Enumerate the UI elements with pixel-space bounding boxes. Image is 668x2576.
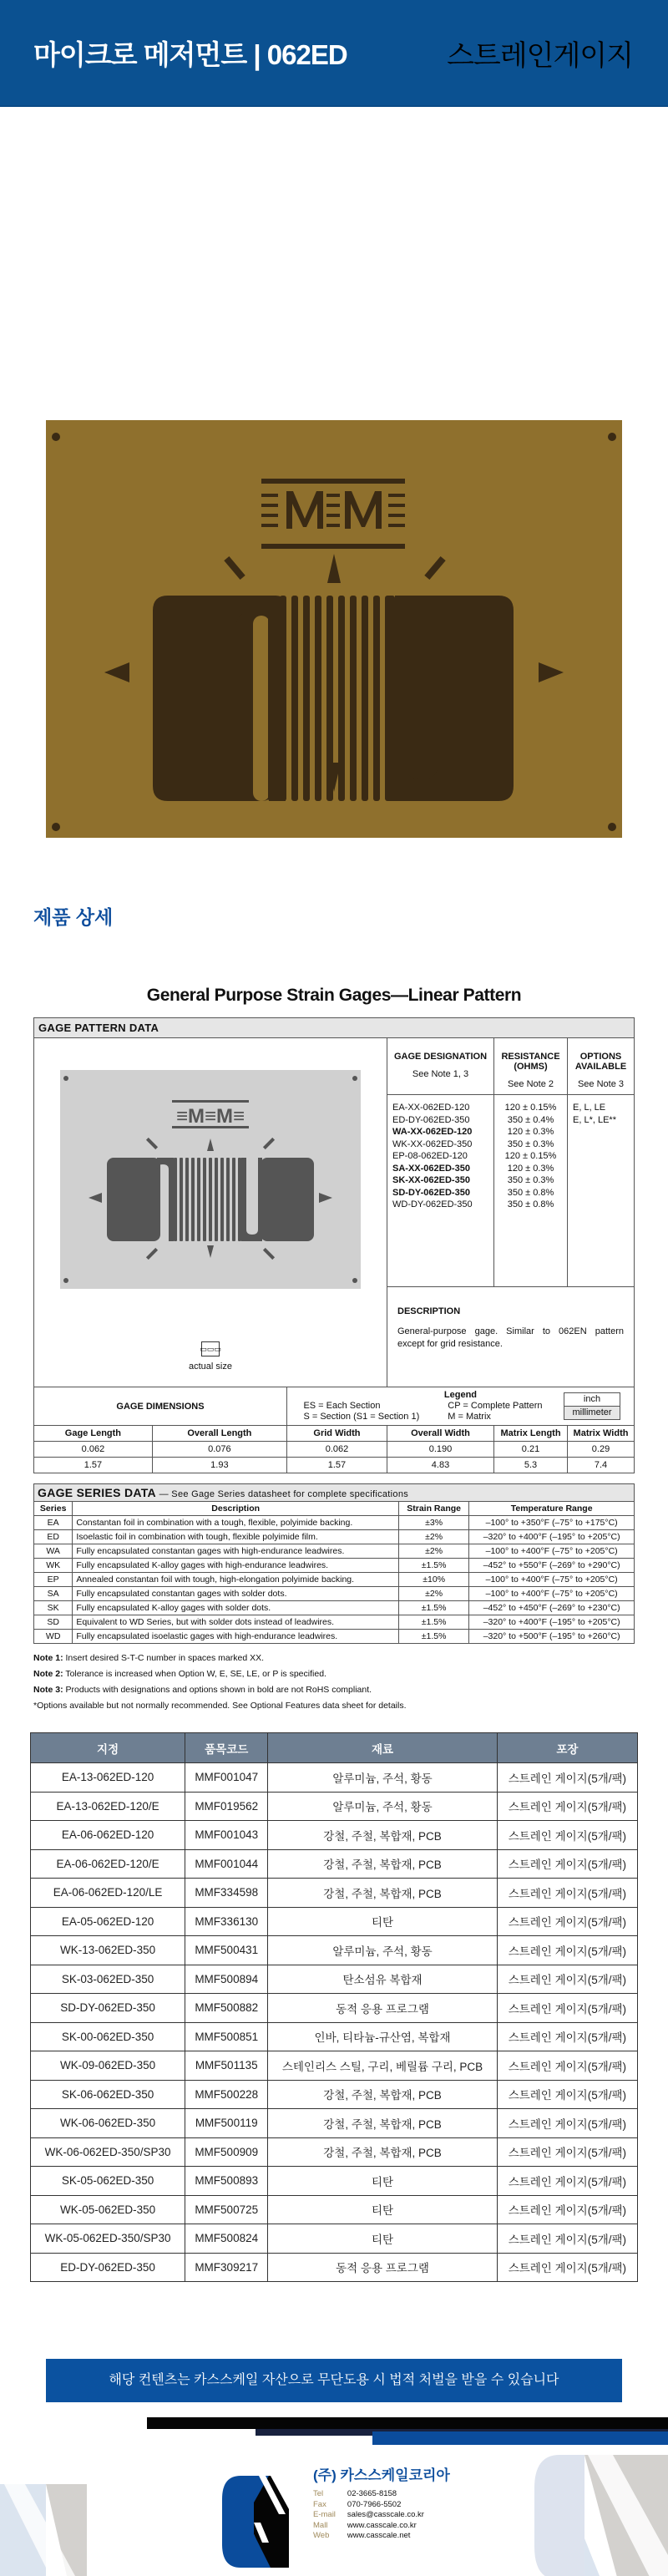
table-row xyxy=(31,1792,638,1821)
gage-options-list xyxy=(568,1095,635,1287)
product-cell: 스트레인 게이지(5개/팩) xyxy=(497,2253,637,2282)
series-cell: ±1.5% xyxy=(398,1601,468,1615)
product-cell: 강철, 주철, 복합재, PCB xyxy=(268,1879,497,1908)
series-cell: ±2% xyxy=(398,1544,468,1559)
series-cell: ED xyxy=(34,1530,73,1544)
contact-value: 02-3665-8158 xyxy=(347,2489,397,2498)
contact-row xyxy=(313,2531,436,2542)
footer-bar xyxy=(372,2431,668,2445)
table-row xyxy=(31,1936,638,1965)
product-header: 포장 xyxy=(497,1733,637,1763)
series-cell: –100° to +350°F (–75° to +175°C) xyxy=(469,1516,635,1530)
product-cell: 티탄 xyxy=(268,1907,497,1936)
contact-label: Mall xyxy=(313,2520,328,2530)
product-cell: MMF500909 xyxy=(185,2137,268,2167)
series-header: Description xyxy=(73,1502,399,1516)
product-cell: 동적 응용 프로그램 xyxy=(268,1994,497,2023)
series-cell: EA xyxy=(34,1516,73,1530)
product-cell: MMF500119 xyxy=(185,2109,268,2138)
product-cell: SD-DY-062ED-350 xyxy=(31,1994,185,2023)
gage-designation: WD-DY-062ED-350 xyxy=(392,1199,473,1209)
dimension-inch-value: 0.062 xyxy=(286,1442,387,1458)
series-cell: ±10% xyxy=(398,1573,468,1587)
series-cell: Fully encapsulated K-alloy gages with solder dots. xyxy=(73,1601,399,1615)
section-title: 제품 상세 xyxy=(33,906,114,928)
series-cell: WK xyxy=(34,1559,73,1573)
footer-bar xyxy=(147,2417,668,2429)
series-cell: ±1.5% xyxy=(398,1615,468,1630)
dimension-mm-value: 1.57 xyxy=(286,1458,387,1473)
page-header xyxy=(0,0,668,107)
unit-inch: inch xyxy=(583,1394,601,1404)
product-cell: MMF500228 xyxy=(185,2080,268,2109)
series-row xyxy=(34,1573,635,1587)
product-cell: 스트레인 게이지(5개/팩) xyxy=(497,1792,637,1821)
product-cell: 티탄 xyxy=(268,2224,497,2254)
series-cell: Isoelastic foil in combination with tough, flexible polyimide film. xyxy=(73,1530,399,1544)
product-cell: 스트레인 게이지(5개/팩) xyxy=(497,1936,637,1965)
series-cell: Annealed constantan foil with tough, high-elongation polyimide backing. xyxy=(73,1573,399,1587)
product-cell: MMF336130 xyxy=(185,1907,268,1936)
page-title: 마이크로 메저먼트 | 062ED xyxy=(33,38,347,70)
product-header: 지정 xyxy=(31,1733,185,1763)
product-cell: MMF500894 xyxy=(185,1965,268,1994)
table-row xyxy=(31,2224,638,2254)
product-cell: 스트레인 게이지(5개/팩) xyxy=(497,1907,637,1936)
note: Note 1: Insert desired S-T-C number in spaces marked XX. xyxy=(33,1653,265,1663)
dimension-header: Grid Width xyxy=(286,1426,387,1442)
product-header-row xyxy=(31,1733,638,1763)
product-header: 재료 xyxy=(268,1733,497,1763)
legend: Legend ES = Each Section S = Section (S1 = Section 1) CP = Complete Pattern M = Matrix inch millimeter xyxy=(286,1387,634,1426)
product-cell: 스트레인 게이지(5개/팩) xyxy=(497,2195,637,2224)
gage-designation: SD-DY-062ED-350 xyxy=(392,1187,470,1198)
series-cell: –452° to +550°F (–269° to +290°C) xyxy=(469,1559,635,1573)
series-cell: SD xyxy=(34,1615,73,1630)
table-row xyxy=(31,2253,638,2282)
notes xyxy=(33,1651,635,1714)
dimensions-mm-row xyxy=(34,1458,635,1473)
unit-toggle xyxy=(564,1392,620,1420)
series-header: Series xyxy=(34,1502,73,1516)
gage-designation: SA-XX-062ED-350 xyxy=(392,1163,470,1174)
gage-resistance: 120 ± 0.15% xyxy=(504,1103,557,1113)
series-row xyxy=(34,1530,635,1544)
product-cell: 스트레인 게이지(5개/팩) xyxy=(497,2137,637,2167)
series-cell: Fully encapsulated constantan gages with high-endurance leadwires. xyxy=(73,1544,399,1559)
dimension-inch-value: 0.076 xyxy=(152,1442,286,1458)
series-row xyxy=(34,1601,635,1615)
note: *Options available but not normally recommended. See Optional Features data sheet for details. xyxy=(33,1701,407,1711)
contact-row xyxy=(313,2500,436,2511)
gage-options: E, L, LE xyxy=(573,1103,606,1113)
series-cell: –320° to +400°F (–195° to +205°C) xyxy=(469,1530,635,1544)
product-cell: MMF001044 xyxy=(185,1849,268,1879)
series-row xyxy=(34,1544,635,1559)
dimension-header: Matrix Width xyxy=(568,1426,635,1442)
gage-resistance: 350 ± 0.8% xyxy=(507,1187,554,1198)
gage-resistance: 120 ± 0.15% xyxy=(504,1151,557,1161)
table-row xyxy=(31,2167,638,2196)
product-cell: MMF500824 xyxy=(185,2224,268,2254)
series-cell: ±1.5% xyxy=(398,1559,468,1573)
gage-resistance: 350 ± 0.3% xyxy=(507,1175,554,1185)
series-header-row xyxy=(34,1502,635,1516)
note: Note 2: Tolerance is increased when Option W, E, SE, LE, or P is specified. xyxy=(33,1669,326,1679)
product-cell: MMF309217 xyxy=(185,2253,268,2282)
series-cell: SK xyxy=(34,1601,73,1615)
product-cell: SK-03-062ED-350 xyxy=(31,1965,185,1994)
product-cell: 티탄 xyxy=(268,2195,497,2224)
contact-value: www.casscale.co.kr xyxy=(347,2520,417,2530)
product-cell: MMF001047 xyxy=(185,1763,268,1793)
contact-label: Web xyxy=(313,2531,330,2540)
series-row xyxy=(34,1559,635,1573)
product-cell: MMF500431 xyxy=(185,1936,268,1965)
product-cell: 스트레인 게이지(5개/팩) xyxy=(497,2051,637,2081)
product-cell: 강철, 주철, 복합재, PCB xyxy=(268,1821,497,1850)
table-row xyxy=(31,2137,638,2167)
resistance-header: RESISTANCE (OHMS) See Note 2 xyxy=(494,1038,568,1095)
dimension-inch-value: 0.062 xyxy=(34,1442,153,1458)
designation-header: GAGE DESIGNATION See Note 1, 3 xyxy=(387,1038,494,1095)
gage-pattern-table xyxy=(33,1017,635,1473)
datasheet-title: General Purpose Strain Gages—Linear Pattern xyxy=(146,986,522,1005)
series-cell: SA xyxy=(34,1587,73,1601)
product-cell: MMF500893 xyxy=(185,2167,268,2196)
product-cell: MMF500882 xyxy=(185,1994,268,2023)
series-cell: Fully encapsulated constantan gages with solder dots. xyxy=(73,1587,399,1601)
product-image-strain-gage xyxy=(46,420,622,838)
product-cell: EA-05-062ED-120 xyxy=(31,1907,185,1936)
product-cell: MMF500851 xyxy=(185,2022,268,2051)
gage-designation-list xyxy=(387,1095,494,1287)
series-cell: –320° to +400°F (–195° to +205°C) xyxy=(469,1615,635,1630)
dimensions-title: GAGE DIMENSIONS xyxy=(34,1387,287,1426)
product-cell: 인바, 티타늄-규산염, 복합재 xyxy=(268,2022,497,2051)
product-cell: EA-06-062ED-120 xyxy=(31,1821,185,1850)
pattern-band: GAGE PATTERN DATA xyxy=(34,1018,635,1038)
gage-resistance-list xyxy=(494,1095,568,1287)
product-hero xyxy=(0,107,668,917)
product-cell: 스트레인 게이지(5개/팩) xyxy=(497,2109,637,2138)
gage-designation: EP-08-062ED-120 xyxy=(392,1151,468,1161)
description-text: General-purpose gage. Similar to 062EN pattern except for grid resistance. xyxy=(397,1326,624,1349)
copyright-notice: 해당 컨텐츠는 카스스케일 자산으로 무단도용 시 법적 처벌을 받을 수 있습니다 xyxy=(46,2359,622,2402)
gage-designation: WK-XX-062ED-350 xyxy=(392,1138,473,1149)
product-cell: EA-06-062ED-120/E xyxy=(31,1849,185,1879)
product-cell: SK-06-062ED-350 xyxy=(31,2080,185,2109)
category-label: 스트레인게이지 xyxy=(447,39,633,72)
product-cell: 티탄 xyxy=(268,2167,497,2196)
actual-size-label: actual size xyxy=(189,1362,232,1372)
product-cell: 알루미늄, 주석, 황동 xyxy=(268,1792,497,1821)
series-cell: WA xyxy=(34,1544,73,1559)
series-cell: –100° to +400°F (–75° to +205°C) xyxy=(469,1544,635,1559)
product-cell: 동적 응용 프로그램 xyxy=(268,2253,497,2282)
product-cell: 스트레인 게이지(5개/팩) xyxy=(497,1849,637,1879)
contact-row xyxy=(313,2489,436,2500)
series-cell: Fully encapsulated isoelastic gages with high-endurance leadwires. xyxy=(73,1630,399,1644)
contact-row xyxy=(313,2510,436,2521)
cas-logo-icon xyxy=(222,2476,289,2568)
dimension-mm-value: 5.3 xyxy=(494,1458,568,1473)
table-row xyxy=(31,2195,638,2224)
product-cell: 스트레인 게이지(5개/팩) xyxy=(497,1994,637,2023)
dimension-header: Overall Length xyxy=(152,1426,286,1442)
product-cell: 강철, 주철, 복합재, PCB xyxy=(268,2137,497,2167)
product-cell: EA-13-062ED-120 xyxy=(31,1763,185,1793)
table-row xyxy=(31,2080,638,2109)
product-header: 품목코드 xyxy=(185,1733,268,1763)
company-contacts xyxy=(313,2489,436,2542)
gage-designation: EA-XX-062ED-120 xyxy=(392,1103,470,1113)
series-cell: –320° to +500°F (–195° to +260°C) xyxy=(469,1630,635,1644)
product-cell: 스트레인 게이지(5개/팩) xyxy=(497,1965,637,1994)
product-cell: 강철, 주철, 복합재, PCB xyxy=(268,1849,497,1879)
product-cell: SK-00-062ED-350 xyxy=(31,2022,185,2051)
table-row xyxy=(31,2109,638,2138)
product-table xyxy=(30,1732,638,2282)
table-row xyxy=(31,1994,638,2023)
options-header: OPTIONS AVAILABLE See Note 3 xyxy=(568,1038,635,1095)
product-cell: 강철, 주철, 복합재, PCB xyxy=(268,2109,497,2138)
series-header: Strain Range xyxy=(398,1502,468,1516)
series-cell: ±2% xyxy=(398,1530,468,1544)
gage-designation: SK-XX-062ED-350 xyxy=(392,1175,470,1185)
gage-designation: ED-DY-062ED-350 xyxy=(392,1114,470,1125)
dimension-header: Matrix Length xyxy=(494,1426,568,1442)
product-cell: WK-06-062ED-350/SP30 xyxy=(31,2137,185,2167)
table-row xyxy=(31,1849,638,1879)
footer xyxy=(0,2417,668,2576)
product-cell: MMF001043 xyxy=(185,1821,268,1850)
contact-value: sales@casscale.co.kr xyxy=(347,2510,424,2519)
product-cell: 스테인리스 스틸, 구리, 베릴륨 구리, PCB xyxy=(268,2051,497,2081)
product-cell: WK-05-062ED-350/SP30 xyxy=(31,2224,185,2254)
product-cell: 탄소섬유 복합재 xyxy=(268,1965,497,1994)
table-row xyxy=(31,2051,638,2081)
series-header: Temperature Range xyxy=(469,1502,635,1516)
product-cell: WK-09-062ED-350 xyxy=(31,2051,185,2081)
table-row xyxy=(31,1879,638,1908)
svg-text:≡M≡M≡: ≡M≡M≡ xyxy=(176,1105,245,1128)
gage-resistance: 120 ± 0.3% xyxy=(507,1163,554,1174)
datasheet xyxy=(33,967,635,1714)
product-cell: 스트레인 게이지(5개/팩) xyxy=(497,2224,637,2254)
contact-label: E-mail xyxy=(313,2510,336,2519)
contact-label: Tel xyxy=(313,2489,324,2498)
series-cell: ±3% xyxy=(398,1516,468,1530)
series-row xyxy=(34,1587,635,1601)
series-row xyxy=(34,1516,635,1530)
product-cell: 스트레인 게이지(5개/팩) xyxy=(497,2022,637,2051)
dimension-inch-value: 0.21 xyxy=(494,1442,568,1458)
product-cell: 스트레인 게이지(5개/팩) xyxy=(497,1763,637,1793)
product-cell: 스트레인 게이지(5개/팩) xyxy=(497,1821,637,1850)
dimensions-header-row xyxy=(34,1426,635,1442)
product-cell: EA-06-062ED-120/LE xyxy=(31,1879,185,1908)
product-cell: 알루미늄, 주석, 황동 xyxy=(268,1936,497,1965)
contact-row xyxy=(313,2521,436,2532)
description-cell xyxy=(387,1287,635,1387)
product-cell: 스트레인 게이지(5개/팩) xyxy=(497,2080,637,2109)
dimension-mm-value: 1.57 xyxy=(34,1458,153,1473)
decorative-logo-left xyxy=(0,2484,87,2576)
product-cell: MMF500725 xyxy=(185,2195,268,2224)
contact-value: www.casscale.net xyxy=(347,2531,411,2540)
series-cell: EP xyxy=(34,1573,73,1587)
unit-millimeter: millimeter xyxy=(564,1406,620,1419)
product-cell: 스트레인 게이지(5개/팩) xyxy=(497,2167,637,2196)
dimension-inch-value: 0.29 xyxy=(568,1442,635,1458)
series-cell: –452° to +450°F (–269° to +230°C) xyxy=(469,1601,635,1615)
dimension-header: Overall Width xyxy=(387,1426,494,1442)
table-row xyxy=(31,1907,638,1936)
series-cell: –100° to +400°F (–75° to +205°C) xyxy=(469,1573,635,1587)
dimensions-inch-row xyxy=(34,1442,635,1458)
table-row xyxy=(31,1821,638,1850)
gage-pattern-image xyxy=(60,1070,361,1289)
dimension-mm-value: 4.83 xyxy=(387,1458,494,1473)
gage-series-table xyxy=(33,1483,635,1644)
gage-designation: WA-XX-062ED-120 xyxy=(392,1127,473,1137)
product-cell: 스트레인 게이지(5개/팩) xyxy=(497,1879,637,1908)
series-cell: Constantan foil in combination with a tough, flexible, polyimide backing. xyxy=(73,1516,399,1530)
product-cell: WK-13-062ED-350 xyxy=(31,1936,185,1965)
dimension-mm-value: 1.93 xyxy=(152,1458,286,1473)
series-cell: Equivalent to WD Series, but with solder dots instead of leadwires. xyxy=(73,1615,399,1630)
product-cell: ED-DY-062ED-350 xyxy=(31,2253,185,2282)
product-cell: MMF019562 xyxy=(185,1792,268,1821)
table-row xyxy=(31,1763,638,1793)
gage-resistance: 350 ± 0.8% xyxy=(507,1199,554,1209)
dimension-inch-value: 0.190 xyxy=(387,1442,494,1458)
gage-resistance: 350 ± 0.3% xyxy=(507,1138,554,1149)
company-info xyxy=(313,2463,450,2542)
product-cell: 강철, 주철, 복합재, PCB xyxy=(268,2080,497,2109)
table-row xyxy=(31,2022,638,2051)
series-cell: WD xyxy=(34,1630,73,1644)
decorative-logo-right xyxy=(534,2455,668,2576)
series-cell: –100° to +400°F (–75° to +205°C) xyxy=(469,1587,635,1601)
product-cell: WK-05-062ED-350 xyxy=(31,2195,185,2224)
product-cell: WK-06-062ED-350 xyxy=(31,2109,185,2138)
contact-label: Fax xyxy=(313,2499,326,2509)
gage-options: E, L*, LE** xyxy=(573,1114,616,1125)
series-cell: ±2% xyxy=(398,1587,468,1601)
product-cell: SK-05-062ED-350 xyxy=(31,2167,185,2196)
actual-size-icon: ▭▭▭ xyxy=(201,1341,220,1356)
product-cell: MMF501135 xyxy=(185,2051,268,2081)
description-title: DESCRIPTION xyxy=(397,1306,461,1316)
contact-value: 070-7966-5502 xyxy=(347,2499,402,2509)
table-row xyxy=(31,1965,638,1994)
company-name: (주) 카스스케일코리아 xyxy=(313,2467,450,2483)
series-cell: ±1.5% xyxy=(398,1630,468,1644)
product-cell: MMF334598 xyxy=(185,1879,268,1908)
series-cell: Fully encapsulated K-alloy gages with high-endurance leadwires. xyxy=(73,1559,399,1573)
series-row xyxy=(34,1630,635,1644)
gage-resistance: 120 ± 0.3% xyxy=(507,1127,554,1137)
series-row xyxy=(34,1615,635,1630)
product-cell: EA-13-062ED-120/E xyxy=(31,1792,185,1821)
gage-image-cell xyxy=(34,1038,387,1387)
dimension-header: Gage Length xyxy=(34,1426,153,1442)
product-cell: 알루미늄, 주석, 황동 xyxy=(268,1763,497,1793)
dimension-mm-value: 7.4 xyxy=(568,1458,635,1473)
gage-resistance: 350 ± 0.4% xyxy=(507,1114,554,1125)
note: Note 3: Products with designations and options shown in bold are not RoHS compliant. xyxy=(33,1685,372,1695)
series-band: GAGE SERIES DATA — See Gage Series datasheet for complete specifications xyxy=(34,1484,635,1502)
